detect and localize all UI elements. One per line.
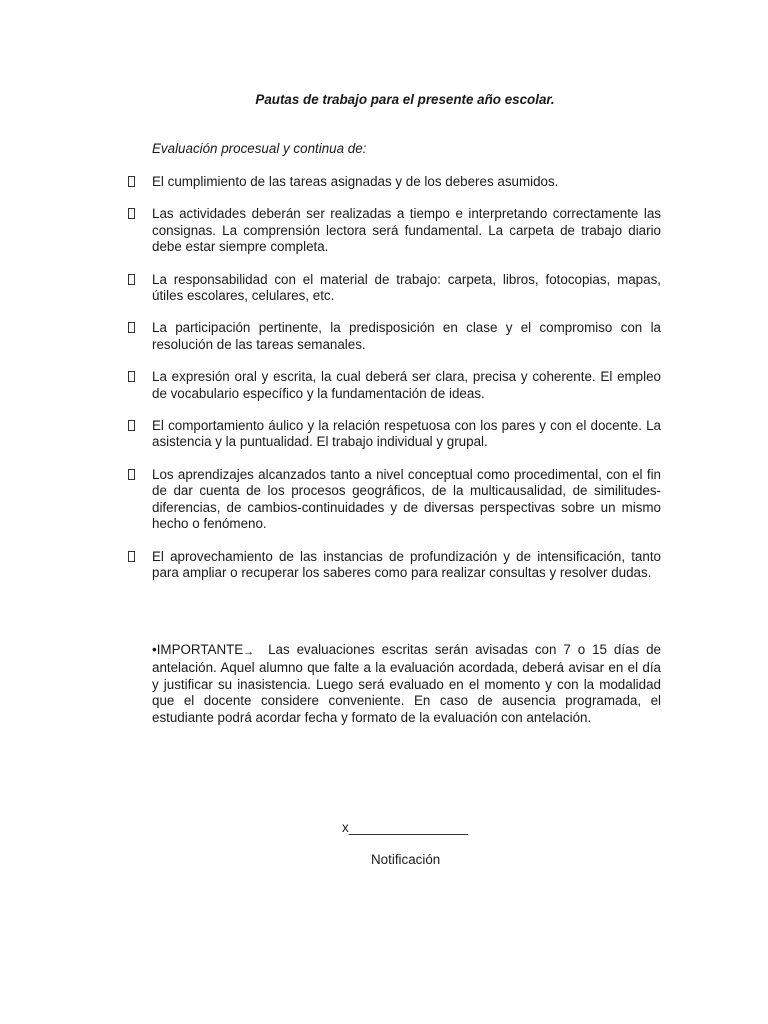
bullet-box-icon (128, 549, 152, 562)
list-item-text: El cumplimiento de las tareas asignadas y de los deberes asumidos. (152, 174, 559, 189)
evaluation-intro: Evaluación procesual y continua de: (152, 141, 367, 156)
list-item (128, 272, 661, 305)
bullet-box-icon (128, 206, 152, 219)
list-item-text: El aprovechamiento de las instancias de profundización y de intensificación, tanto para ampliar o recuperar los saberes como para realizar consultas y resolver dudas. (152, 548, 661, 580)
bullet-box-icon (128, 467, 152, 480)
list-item (128, 467, 661, 533)
list-item (128, 174, 661, 190)
list-item (128, 206, 661, 255)
list-item (128, 320, 661, 353)
important-label: •IMPORTANTE (152, 642, 244, 657)
signature-caption: Notificación (371, 852, 441, 867)
list-item-text: La responsabilidad con el material de trabajo: carpeta, libros, fotocopias, mapas, útiles escolares, celulares, etc. (152, 271, 661, 304)
bullet-box-icon (128, 272, 152, 285)
bullet-box-icon (128, 320, 152, 333)
important-notice (152, 642, 661, 726)
list-item-text: La participación pertinente, la predisposición en clase y el compromiso con la resolución de las tareas semanales. (152, 320, 661, 352)
bullet-box-icon (128, 369, 152, 382)
list-item-text: Las actividades deberán ser realizadas a tiempo e interpretando correctamente las consignas. La comprensión lectora será fundamental. La carpeta de trabajo diario debe estar siempre completa. (152, 206, 661, 255)
arrow-right-icon: → (243, 646, 255, 658)
signature-line: x________________ (342, 820, 468, 835)
list-item (128, 369, 661, 402)
list-item (128, 549, 661, 582)
evaluation-criteria-list (128, 174, 661, 597)
bullet-box-icon (128, 418, 152, 431)
important-text: Las evaluaciones escritas serán avisadas con 7 o 15 días de antelación. Aquel alumno que falte a la evaluación acordada, deberá avisar en el día y justificar su inasistencia. Luego será evaluado en el momento y con la modalidad que el docente considere conveniente. En caso de ausencia programada, el estudiante podrá acordar fecha y formato de la evaluación con antelación. (152, 642, 661, 725)
list-item-text: La expresión oral y escrita, la cual deberá ser clara, precisa y coherente. El empleo de vocabulario específico y la fundamentación de ideas. (152, 369, 661, 401)
list-item (128, 418, 661, 451)
bullet-box-icon (128, 174, 152, 187)
document-title: Pautas de trabajo para el presente año escolar. (255, 92, 555, 107)
list-item-text: Los aprendizajes alcanzados tanto a nivel conceptual como procedimental, con el fin de dar cuenta de los procesos geográficos, de la multicausalidad, de similitudes-diferencias, de cambios-continuidades y de diversas perspectivas sobre un mismo hecho o fenómeno. (152, 466, 661, 532)
list-item-text: El comportamiento áulico y la relación respetuosa con los pares y con el docente. La asistencia y la puntualidad. El trabajo individual y grupal. (152, 418, 661, 450)
